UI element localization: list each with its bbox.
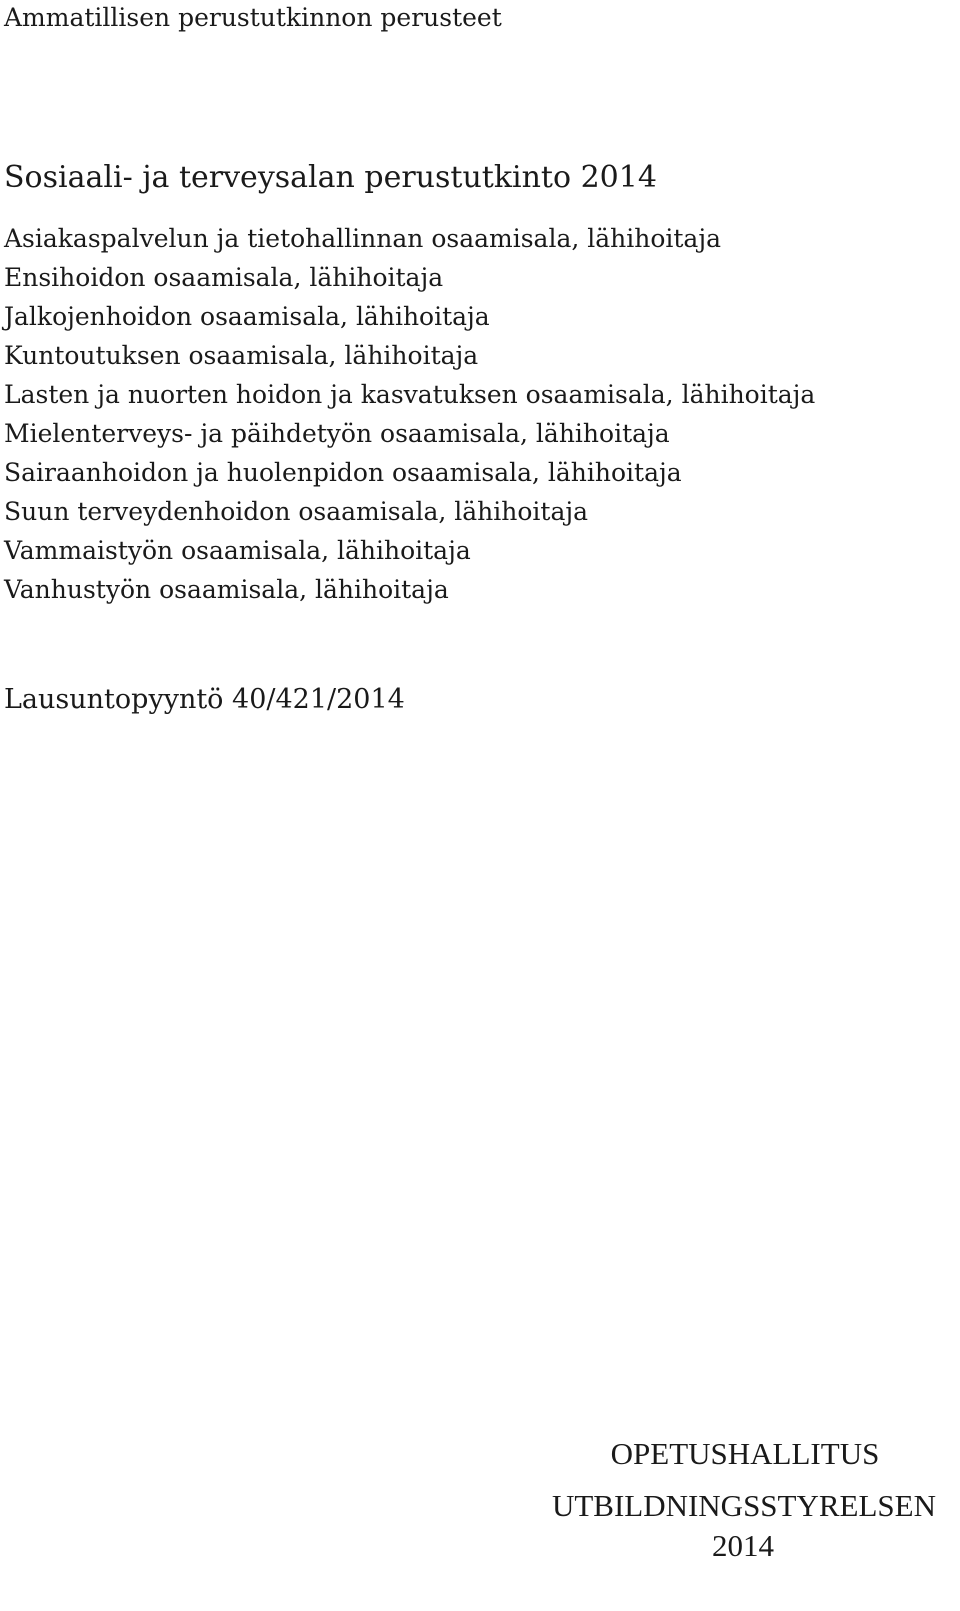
list-item: Sairaanhoidon ja huolenpidon osaamisala, lähihoitaja (4, 458, 682, 487)
list-item: Lasten ja nuorten hoidon ja kasvatuksen osaamisala, lähihoitaja (4, 380, 816, 409)
publication-year: 2014 (712, 1528, 774, 1563)
reference-number: Lausuntopyyntö 40/421/2014 (4, 684, 405, 715)
program-list (4, 219, 815, 609)
list-item: Suun terveydenhoidon osaamisala, lähihoitaja (4, 497, 589, 526)
list-item: Ensihoidon osaamisala, lähihoitaja (4, 263, 444, 292)
list-item: Asiakaspalvelun ja tietohallinnan osaamisala, lähihoitaja (4, 224, 721, 253)
page-title: Sosiaali- ja terveysalan perustutkinto 2014 (4, 160, 657, 195)
publisher-block (496, 1434, 936, 1566)
list-item: Jalkojenhoidon osaamisala, lähihoitaja (4, 302, 490, 331)
publisher-name-swedish: UTBILDNINGSSTYRELSEN (551, 1488, 936, 1523)
list-item: Mielenterveys- ja päihdetyön osaamisala, lähihoitaja (4, 419, 670, 448)
list-item: Vammaistyön osaamisala, lähihoitaja (4, 536, 471, 565)
list-item: Kuntoutuksen osaamisala, lähihoitaja (4, 341, 479, 370)
publisher-name-finnish: OPETUSHALLITUS (610, 1436, 880, 1471)
document-header: Ammatillisen perustutkinnon perusteet (4, 3, 502, 32)
list-item: Vanhustyön osaamisala, lähihoitaja (4, 575, 449, 604)
